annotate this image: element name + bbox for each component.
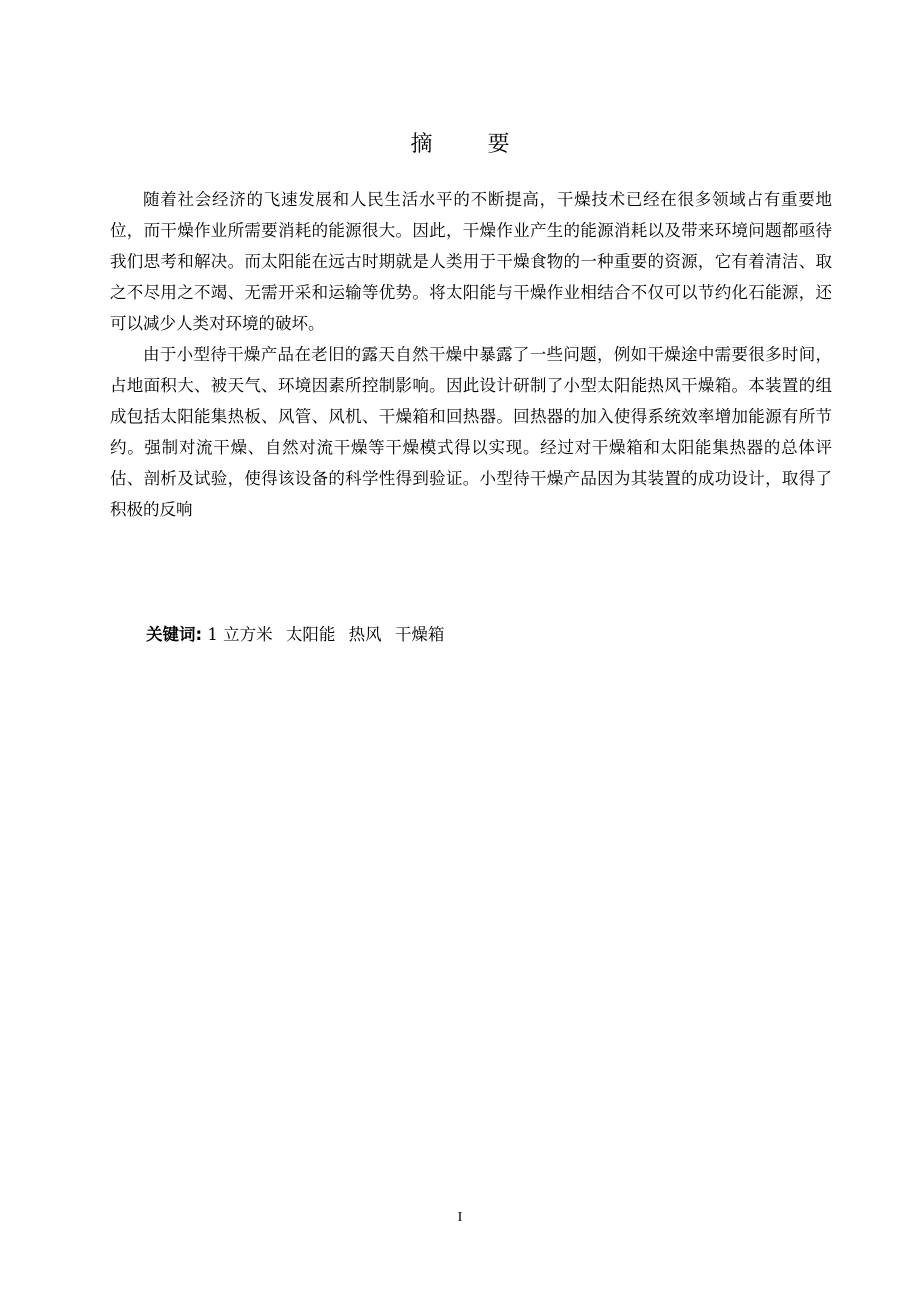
abstract-body	[110, 184, 832, 525]
keyword-item: 热风	[348, 625, 382, 644]
keywords-line	[146, 619, 452, 650]
keywords-list	[207, 625, 452, 644]
abstract-title: 摘 要	[410, 132, 534, 157]
abstract-paragraph-2: 由于小型待干燥产品在老旧的露天自然干燥中暴露了一些问题，例如干燥途中需要很多时间，占地面积大、被天气、环境因素所控制影响。因此设计研制了小型太阳能热风干燥箱。本装置的组成包括太阳能集热板、风管、风机、干燥箱和回热器。回热器的加入使得系统效率增加能源有所节约。强制对流干燥、自然对流干燥等干燥模式得以实现。经过对干燥箱和太阳能集热器的总体评估、剖析及试验，使得该设备的科学性得到验证。小型待干燥产品因为其装置的成功设计，取得了积极的反响	[110, 345, 832, 519]
keywords-label: 关键词:	[146, 625, 203, 644]
keyword-item: 1 立方米	[207, 625, 273, 644]
page-number: I	[457, 1210, 463, 1225]
keyword-item: 太阳能	[285, 625, 336, 644]
keyword-item: 干燥箱	[394, 625, 445, 644]
abstract-paragraph-1: 随着社会经济的飞速发展和人民生活水平的不断提高，干燥技术已经在很多领域占有重要地位，而干燥作业所需要消耗的能源很大。因此，干燥作业产生的能源消耗以及带来环境问题都亟待我们思考和解决。而太阳能在远古时期就是人类用于干燥食物的一种重要的资源，它有着清洁、取之不尽用之不竭、无需开采和运输等优势。将太阳能与干燥作业相结合不仅可以节约化石能源，还可以减少人类对环境的破坏。	[110, 190, 832, 333]
